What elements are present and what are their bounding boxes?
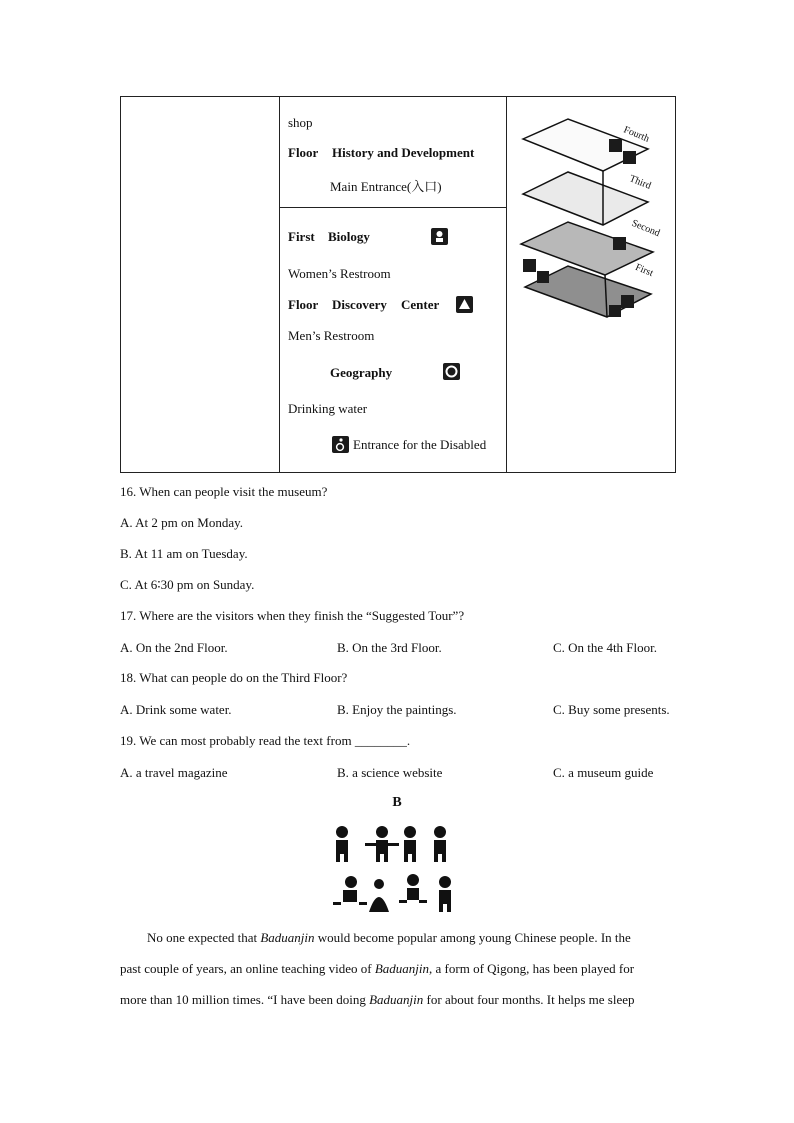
question-18: 18. What can people do on the Third Floor?: [120, 670, 348, 685]
geography-icon: [443, 363, 460, 380]
passage-line-2: [120, 953, 676, 984]
womens-restroom: Women’s Restroom: [288, 266, 391, 281]
passage-italic: Baduanjin: [260, 930, 315, 945]
table-left-column: [121, 97, 280, 472]
question-17-option-c: C. On the 4th Floor.: [553, 640, 658, 655]
passage-text: more than 10 million times. “I have been doing: [120, 992, 370, 1007]
disabled-entrance: Entrance for the Disabled: [353, 437, 487, 452]
map-label-fourth: Fourth: [621, 124, 651, 145]
question-18-option-c: C. Buy some presents.: [553, 702, 670, 717]
table-floor-column: [280, 97, 507, 472]
question-17-option-a: A. On the 2nd Floor.: [120, 640, 228, 655]
passage-italic: Baduanjin: [369, 992, 424, 1007]
museum-floor-map: [513, 109, 673, 329]
passage-line-1: [120, 922, 676, 953]
question-16: 16. When can people visit the museum?: [120, 484, 328, 499]
passage-text: , a form of Qigong, has been played for: [429, 961, 635, 976]
drinking-water: Drinking water: [288, 401, 368, 416]
biology-icon: [431, 228, 448, 245]
history-development: History and Development: [332, 145, 475, 160]
cell-divider: [280, 207, 506, 208]
discovery-center-icon: [456, 296, 473, 313]
question-19: 19. We can most probably read the text from ________.: [120, 733, 411, 748]
question-17-option-b: B. On the 3rd Floor.: [337, 640, 442, 655]
main-entrance: Main Entrance(入口): [330, 179, 442, 194]
question-16-option-b: B. At 11 am on Tuesday.: [120, 546, 248, 561]
mens-restroom: Men’s Restroom: [288, 328, 375, 343]
question-17: 17. Where are the visitors when they finish the “Suggested Tour”?: [120, 608, 465, 623]
section-heading: B: [392, 795, 402, 810]
geography-label: Geography: [330, 365, 393, 380]
question-16-option-a: A. At 2 pm on Monday.: [120, 515, 244, 530]
floor-label-upper: Floor: [288, 145, 319, 160]
map-label-first: First: [633, 261, 655, 280]
map-label-second: Second: [630, 217, 662, 240]
map-label-third: Third: [627, 173, 653, 192]
question-19-option-a: A. a travel magazine: [120, 765, 228, 780]
baduanjin-illustration: [327, 822, 467, 916]
museum-table: [120, 96, 676, 473]
passage-text: No one expected that: [147, 930, 261, 945]
passage-text: for about four months. It helps me sleep: [423, 992, 635, 1007]
passage-line-3: [120, 984, 676, 1015]
first-label: First: [288, 229, 315, 244]
passage-text: past couple of years, an online teaching video of: [120, 961, 375, 976]
biology-label: Biology: [328, 229, 370, 244]
floor-label-lower: Floor: [288, 297, 319, 312]
question-18-option-b: B. Enjoy the paintings.: [337, 702, 457, 717]
discovery-label: Discovery: [332, 297, 387, 312]
question-19-option-b: B. a science website: [337, 765, 443, 780]
question-16-option-c: C. At 6∶30 pm on Sunday.: [120, 577, 255, 592]
question-19-option-c: C. a museum guide: [553, 765, 654, 780]
shop-label: shop: [288, 115, 313, 130]
passage-text: would become popular among young Chinese people. In the: [314, 930, 631, 945]
question-18-option-a: A. Drink some water.: [120, 702, 232, 717]
floor-map-cell: [507, 97, 675, 472]
disabled-access-icon: [332, 436, 349, 453]
passage-italic: Baduanjin: [374, 961, 430, 976]
center-label: Center: [401, 297, 440, 312]
